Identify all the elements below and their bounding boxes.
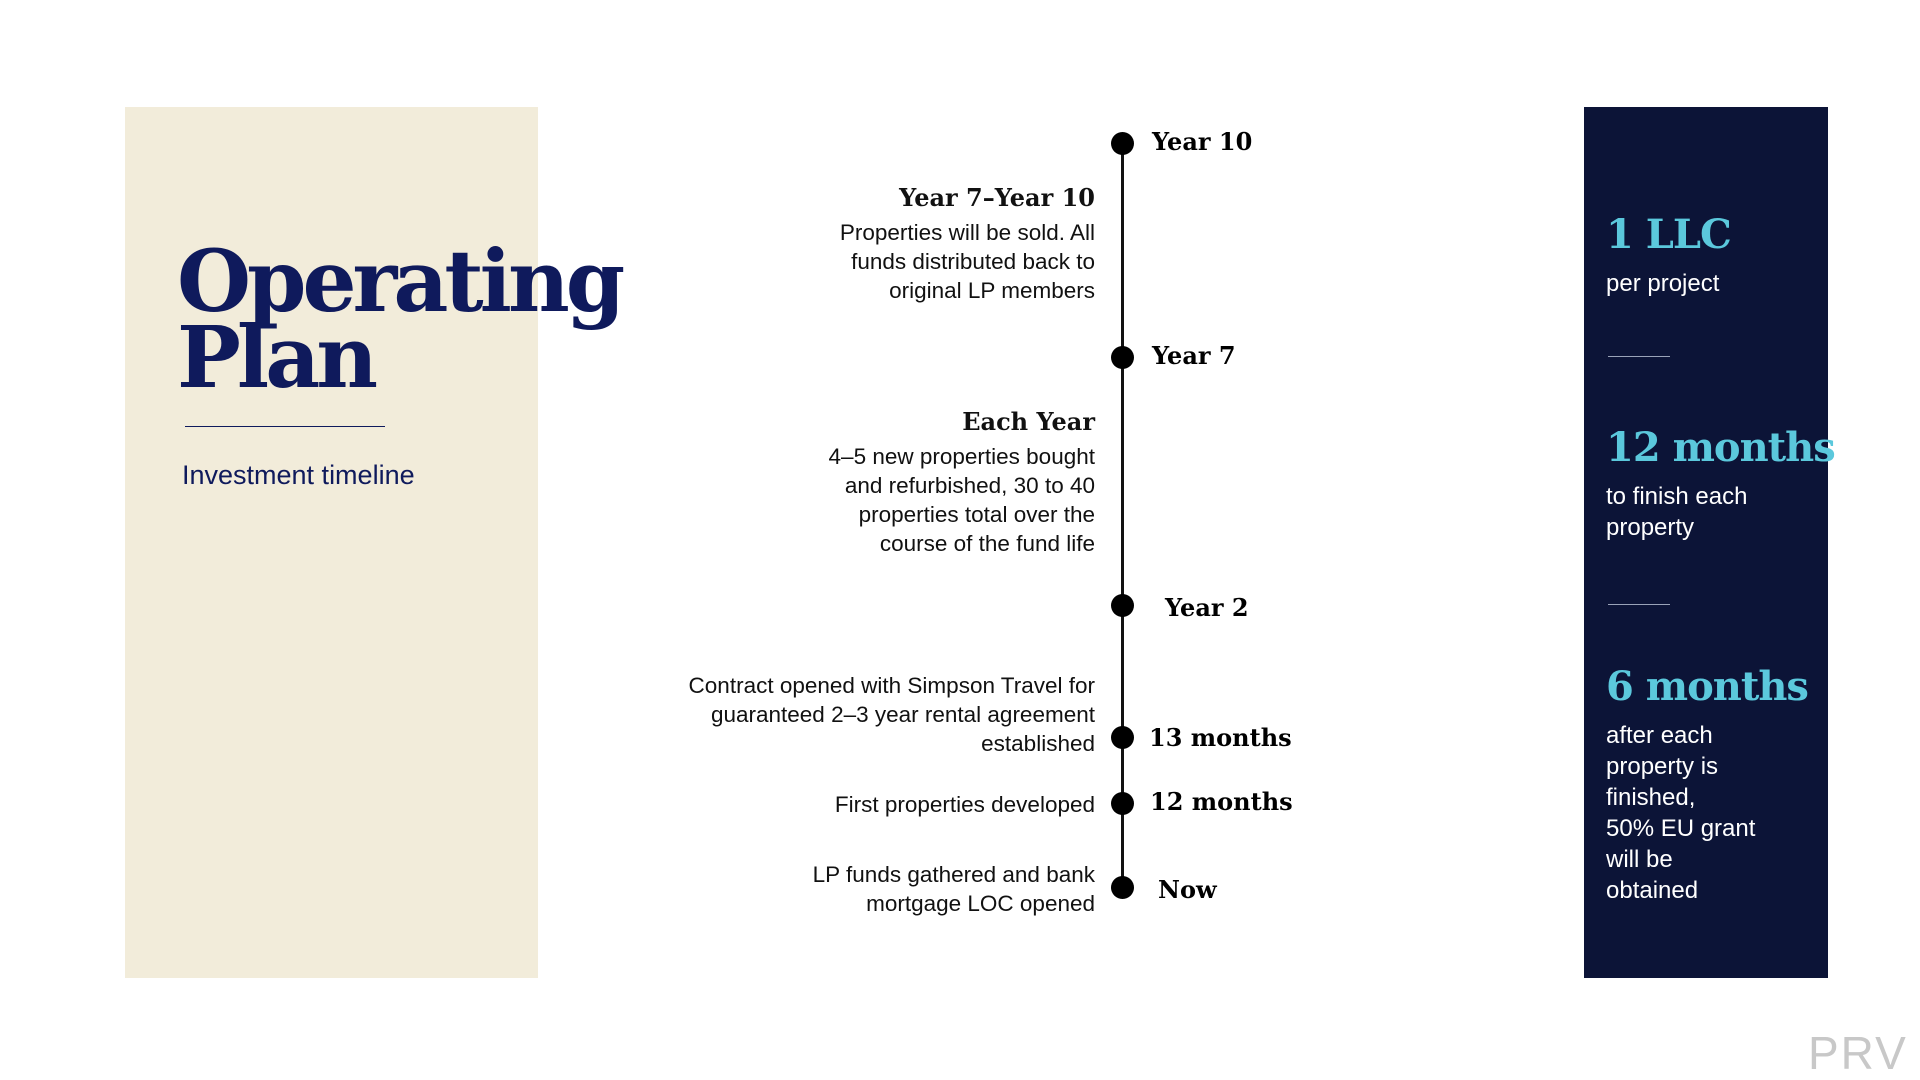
event-rental-contract <box>689 671 1095 758</box>
stats-panel <box>1584 107 1835 978</box>
event-line: LP funds gathered and bank <box>812 862 1095 887</box>
milestone-dot-13-months <box>1111 726 1134 749</box>
milestone-dot-year-7 <box>1111 346 1134 369</box>
event-description <box>689 671 1095 758</box>
event-each-year <box>829 406 1095 558</box>
stat-value: 1 LLC <box>1606 211 1731 258</box>
stat-value: 6 months <box>1606 663 1808 710</box>
stat-divider <box>1608 356 1670 357</box>
title-divider <box>185 426 385 427</box>
event-year-7-to-10 <box>840 182 1095 305</box>
event-line: mortgage LOC opened <box>866 891 1095 916</box>
event-description <box>813 860 1095 918</box>
stat-description: after each property is finished, 50% EU grant will be obtained <box>1606 722 1756 904</box>
subtitle: Investment timeline <box>182 460 415 490</box>
milestone-dot-year-2 <box>1111 594 1134 617</box>
title-line-2: Plan <box>177 308 375 408</box>
milestone-dot-now <box>1111 876 1134 899</box>
stat-description: per project <box>1606 270 1720 297</box>
stat-6-months <box>1606 664 1821 906</box>
event-line: course of the fund life <box>879 531 1095 556</box>
event-line: original LP members <box>889 278 1095 303</box>
page-title <box>177 232 622 408</box>
event-heading: Year 7–Year 10 <box>899 183 1095 212</box>
event-description <box>835 790 1095 819</box>
event-heading: Each Year <box>962 407 1095 436</box>
stat-description: to finish each property <box>1606 483 1748 541</box>
event-first-properties <box>835 790 1095 819</box>
milestone-dot-12-months <box>1111 792 1134 815</box>
event-lp-funds <box>813 860 1095 918</box>
milestone-label-year-2: Year 2 <box>1165 593 1249 622</box>
prv-logo: PRV <box>1808 1027 1908 1079</box>
timeline-axis <box>1121 143 1124 888</box>
milestone-label-13-months: 13 months <box>1149 723 1292 752</box>
event-line: established <box>981 731 1095 756</box>
event-description <box>840 218 1095 305</box>
event-line: funds distributed back to <box>851 249 1095 274</box>
stat-12-months <box>1606 424 1835 543</box>
milestone-dot-year-10 <box>1111 132 1134 155</box>
event-line: and refurbished, 30 to 40 <box>844 473 1095 498</box>
event-description <box>829 442 1095 558</box>
title-line-1: Operating <box>177 232 622 332</box>
milestone-label-12-months: 12 months <box>1150 787 1293 816</box>
stat-divider <box>1608 604 1670 605</box>
milestone-label-year-10: Year 10 <box>1152 127 1253 156</box>
event-line: Properties will be sold. All <box>839 220 1095 245</box>
milestone-label-year-7: Year 7 <box>1152 341 1236 370</box>
stat-value: 12 months <box>1606 424 1835 471</box>
milestone-label-now: Now <box>1158 875 1217 904</box>
event-line: properties total over the <box>858 502 1095 527</box>
event-line: First properties developed <box>834 792 1095 817</box>
event-line: Contract opened with Simpson Travel for <box>688 673 1095 698</box>
event-line: guaranteed 2–3 year rental agreement <box>710 702 1095 727</box>
stat-llc <box>1606 212 1821 299</box>
event-line: 4–5 new properties bought <box>828 444 1095 469</box>
